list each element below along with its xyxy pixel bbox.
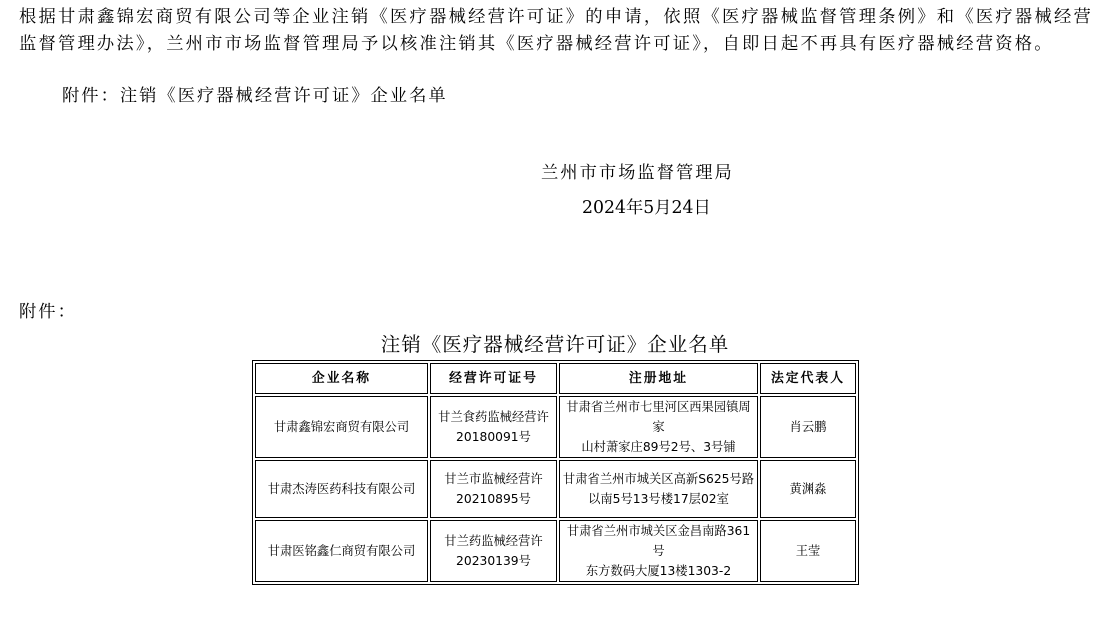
license-number-cell	[430, 460, 557, 518]
license-number-line: 甘兰药监械经营许	[444, 534, 543, 548]
header-license-number: 经营许可证号	[430, 363, 557, 394]
table-header-row	[255, 363, 856, 394]
list-title: 注销《医疗器械经营许可证》企业名单	[380, 333, 730, 356]
license-number-cell	[430, 520, 557, 582]
license-number-line: 20210895号	[456, 492, 531, 506]
address-line: 东方数码大厦13楼1303-2	[585, 564, 732, 578]
address-line: 以南5号13号楼17层02室	[588, 492, 729, 506]
company-name-cell: 甘肃鑫锦宏商贸有限公司	[255, 396, 428, 458]
issue-date: 2024年5月24日	[582, 198, 711, 218]
address-cell	[559, 520, 758, 582]
header-registered-address: 注册地址	[559, 363, 758, 394]
license-number-line: 甘兰市监械经营许	[444, 472, 543, 486]
license-number-line: 20180091号	[456, 430, 531, 444]
table-row	[255, 460, 856, 518]
issuing-organization: 兰州市市场监督管理局	[541, 163, 734, 183]
license-number-line: 甘兰食药监械经营许	[438, 410, 549, 424]
license-number-cell	[430, 396, 557, 458]
representative-cell: 黄渊淼	[760, 460, 856, 518]
notice-paragraph: 根据甘肃鑫锦宏商贸有限公司等企业注销《医疗器械经营许可证》的申请，依照《医疗器械监督管理条例》和《医疗器械经营监督管理办法》，兰州市市场监督管理局予以核准注销其《医疗器械经营许可证》，自即日起不再具有医疗器械经营资格。	[19, 7, 1093, 54]
company-name-cell: 甘肃医铭鑫仁商贸有限公司	[255, 520, 428, 582]
license-number-line: 20230139号	[456, 554, 531, 568]
table-row	[255, 396, 856, 458]
attachment-reference: 附件：注销《医疗器械经营许可证》企业名单	[62, 86, 448, 106]
header-legal-representative: 法定代表人	[760, 363, 856, 394]
address-line: 甘肃省兰州市城关区金昌南路361号	[566, 524, 751, 558]
attachment-label: 附件：	[19, 302, 77, 322]
representative-cell: 肖云鹏	[760, 396, 856, 458]
address-line: 山村萧家庄89号2号、3号铺	[581, 440, 736, 454]
address-line: 甘肃省兰州市城关区高新S625号路	[562, 472, 755, 486]
company-list-table	[252, 360, 859, 585]
header-company-name: 企业名称	[255, 363, 428, 394]
representative-cell: 王莹	[760, 520, 856, 582]
company-name-cell: 甘肃杰涛医药科技有限公司	[255, 460, 428, 518]
address-line: 甘肃省兰州市七里河区西果园镇周家	[566, 400, 751, 434]
table-row	[255, 520, 856, 582]
address-cell	[559, 460, 758, 518]
address-cell	[559, 396, 758, 458]
